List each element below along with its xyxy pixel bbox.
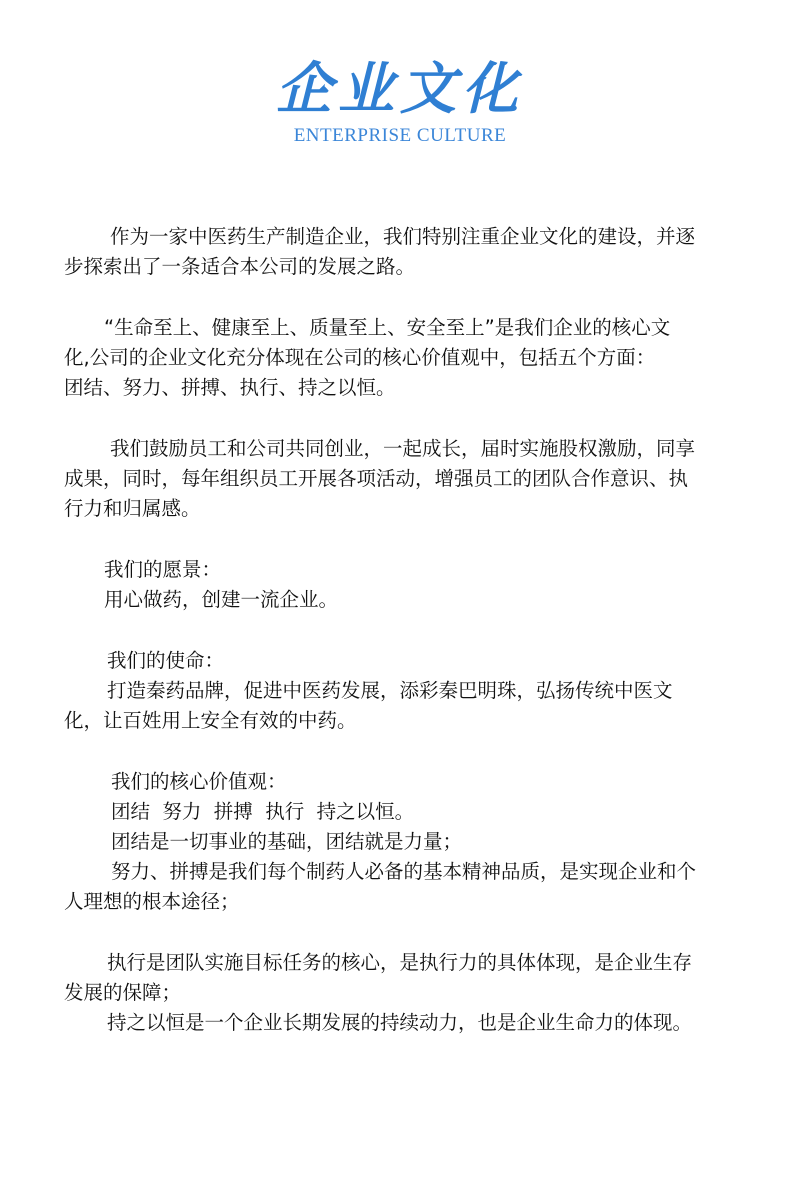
paragraph-line: 发展的保障； [64,981,182,1004]
paragraph-line: 人理想的根本途径； [64,890,240,913]
paragraph-line: 团结是一切事业的基础，团结就是力量； [111,830,463,853]
page-subtitle: ENTERPRISE CULTURE [293,125,507,146]
paragraph-line: 打造秦药品牌，促进中医药发展，添彩秦巴明珠，弘扬传统中医文 [107,679,673,702]
paragraph-line: 成果，同时，每年组织员工开展各项活动，增强员工的团队合作意识、执 [64,467,689,490]
page-title: 企业文化 [276,56,524,122]
mission-heading: 我们的使命： [107,649,225,672]
paragraph-line: 作为一家中医药生产制造企业，我们特别注重企业文化的建设，并逐 [110,225,696,248]
paragraph-line: 持之以恒是一个企业长期发展的持续动力，也是企业生命力的体现。 [107,1011,693,1034]
paragraph-line: 化,公司的企业文化充分体现在公司的核心价值观中，包括五个方面： [64,346,656,369]
paragraph-line: “生命至上、健康至上、质量至上、安全至上”是我们企业的核心文 [104,316,671,339]
paragraph-line: 努力、拼搏是我们每个制药人必备的基本精神品质，是实现企业和个 [111,860,697,883]
paragraph-line: 用心做药，创建一流企业。 [104,588,339,611]
values-heading: 我们的核心价值观： [111,770,287,793]
paragraph-line: 执行是团队实施目标任务的核心，是执行力的具体体现，是企业生存 [107,951,693,974]
paragraph-line: 团结 努力 拼搏 执行 持之以恒。 [111,800,415,823]
paragraph-line: 团结、努力、拼搏、执行、持之以恒。 [64,376,396,399]
paragraph-line: 步探索出了一条适合本公司的发展之路。 [64,255,416,278]
vision-heading: 我们的愿景： [104,558,222,581]
paragraph-line: 行力和归属感。 [64,497,201,520]
paragraph-line: 化，让百姓用上安全有效的中药。 [64,709,357,732]
paragraph-line: 我们鼓励员工和公司共同创业，一起成长，届时实施股权激励，同享 [110,437,696,460]
